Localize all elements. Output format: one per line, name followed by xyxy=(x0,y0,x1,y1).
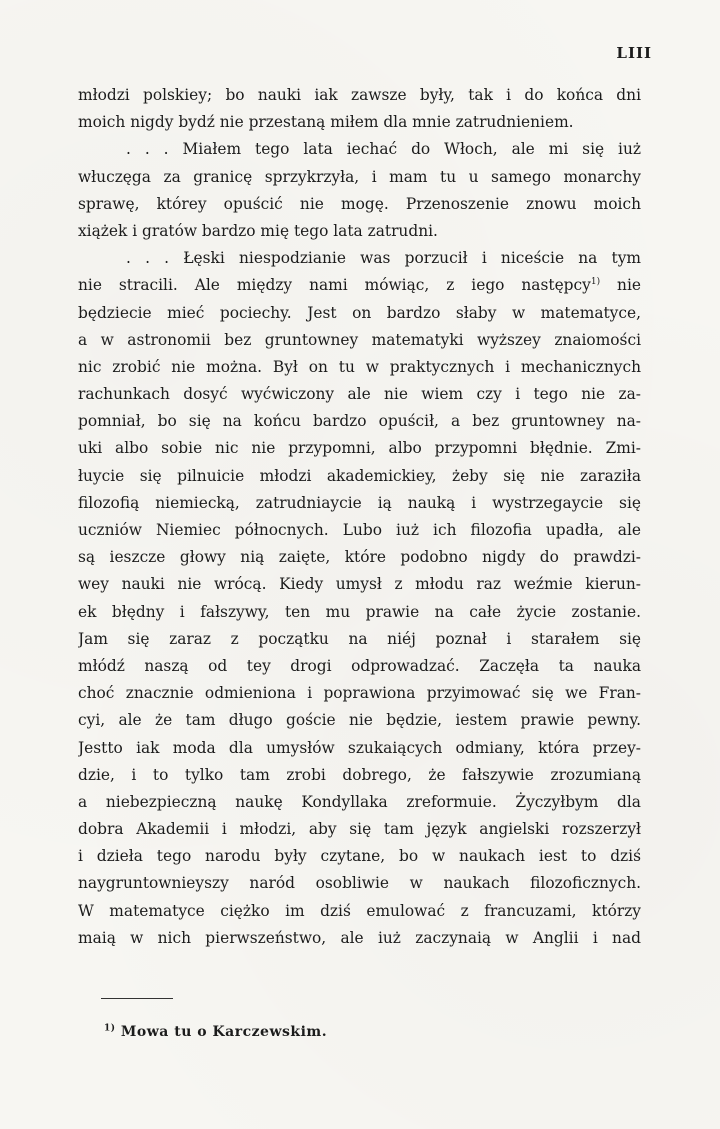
text-line: uki albo sobie nic nie przypomni, albo przypomni błędnie. Zmi- xyxy=(78,439,641,458)
text-line: a w astronomii bez gruntowney matematyki wyższey znaiomości xyxy=(78,330,641,349)
text-line: uczniów Niemiec północnych. Lubo iuż ich filozofia upadła, ale xyxy=(78,521,641,539)
text-line: choć znacznie odmieniona i poprawiona przyimować się we Fran- xyxy=(78,684,641,703)
text-line: moich nigdy bydź nie przestaną miłem dla mnie zatrudnieniem. xyxy=(78,113,574,132)
footnote-text: Mowa tu o Karczewskim. xyxy=(120,1024,328,1040)
text-line: ek błędny i fałszywy, ten mu prawie na całe życie zostanie. xyxy=(78,602,641,621)
text-line: nie stracili. Ale między nami mówiąc, z iego następcy$^{1)}$ nie xyxy=(78,276,641,295)
text-line: a niebezpieczną naukę Kondyllaka zreformuie. Życzyłbym dla xyxy=(78,792,641,811)
footnote xyxy=(104,1024,327,1040)
text-line: W matematyce ciężko im dziś emulować z francuzami, którzy xyxy=(78,901,641,920)
text-line: naygruntownieyszy naród osobliwie w naukach filozoficznych. xyxy=(78,874,641,893)
text-line: nic zrobić nie można. Był on tu w praktycznych i mechanicznych xyxy=(78,357,641,376)
text-line: Jestto iak moda dla umysłów szukaiących odmiany, która przey- xyxy=(78,738,641,757)
text-line-content: nie stracili. Ale między nami mówiąc, z iego następcy xyxy=(78,276,591,295)
text-line: rachunkach dosyć wyćwiczony ale nie wiem czy i tego nie za- xyxy=(78,385,641,404)
text-line: cyi, ale że tam długo goście nie będzie, iestem prawie pewny. xyxy=(78,711,641,730)
text-line: pomniał, bo się na końcu bardzo opuścił, a bez gruntowney na- xyxy=(78,412,641,431)
text-line: młodzi polskiey; bo nauki iak zawsze były, tak i do końca dni xyxy=(78,86,641,104)
text-line: . . . Miałem tego lata iechać do Włoch, ale mi się iuż xyxy=(126,140,641,159)
text-line: włuczęga za granicę sprzykrzyła, i mam tu u samego monarchy xyxy=(78,167,641,186)
text-line: i dzieła tego narodu były czytane, bo w naukach iest to dziś xyxy=(78,847,641,866)
body-text xyxy=(78,82,641,952)
text-line: filozofią niemiecką, zatrudniaycie ią nauką i wystrzegaycie się xyxy=(78,493,641,512)
text-line: wey nauki nie wrócą. Kiedy umysł z młodu raz weźmie kierun- xyxy=(78,575,641,594)
footnote-reference: 1) xyxy=(590,277,601,288)
text-line: sprawę, którey opuścić nie mogę. Przenoszenie znowu moich xyxy=(78,194,641,213)
text-line: będziecie mieć pociechy. Jest on bardzo słaby w matematyce, xyxy=(78,303,641,322)
text-line: dobra Akademii i młodzi, aby się tam język angielski rozszerzył xyxy=(78,820,641,839)
text-line: łuycie się pilnuicie młodzi akademickiey, żeby się nie zaraziła xyxy=(78,466,641,485)
text-line: Jam się zaraz z początku na niéj poznał i starałem się xyxy=(78,629,641,648)
text-line: maią w nich pierwszeństwo, ale iuż zaczynaią w Anglii i nad xyxy=(78,928,641,947)
text-line: dzie, i to tylko tam zrobi dobrego, że fałszywie zrozumianą xyxy=(78,765,641,784)
text-line: xiążek i gratów bardzo mię tego lata zatrudni. xyxy=(78,221,438,240)
footnote-divider xyxy=(101,998,173,999)
text-line: młódź naszą od tey drogi odprowadzać. Zaczęła ta nauka xyxy=(78,656,641,675)
text-line: są ieszcze głowy nią zaięte, które podobno nigdy do prawdzi- xyxy=(78,548,641,567)
page-number: LIII xyxy=(616,44,652,62)
footnote-marker: 1) xyxy=(104,1023,116,1034)
text-line: . . . Łęski niespodzianie was porzucił i niceście na tym xyxy=(126,249,641,268)
